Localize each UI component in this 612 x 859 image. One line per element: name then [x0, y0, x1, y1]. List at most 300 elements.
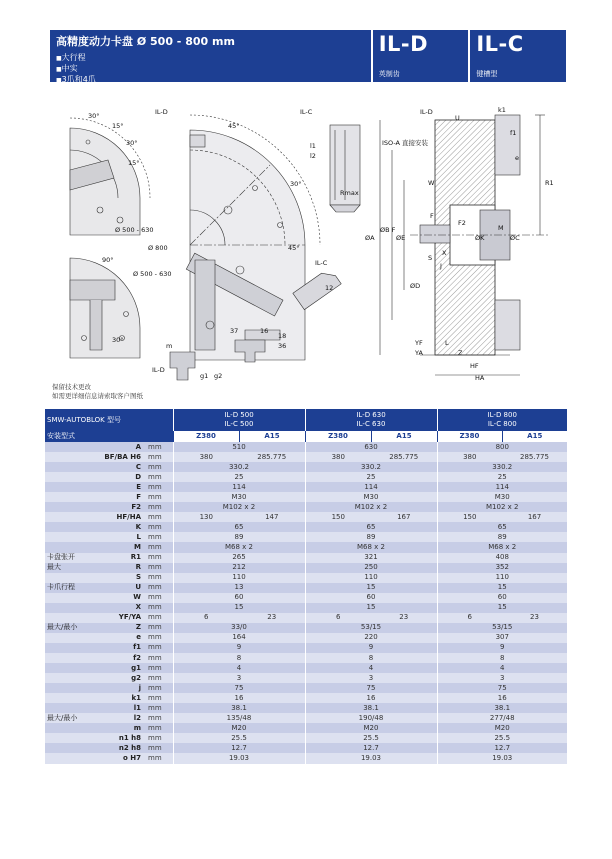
cell-value: 265	[173, 553, 305, 563]
cell-value: 167	[502, 512, 567, 522]
row-label	[45, 502, 101, 512]
row-unit: mm	[145, 633, 173, 643]
cell-value: 9	[173, 643, 305, 653]
dim-label: Ø 500 - 630	[115, 226, 154, 234]
dim-label: ØB F	[380, 226, 396, 234]
cell-value: 33/0	[173, 623, 305, 633]
table-row	[45, 462, 567, 472]
cell-value: 60	[305, 593, 437, 603]
dim-label: HA	[475, 374, 485, 382]
row-unit: mm	[145, 643, 173, 653]
cell-value: M20	[173, 723, 305, 733]
cell-value: 25	[437, 472, 567, 482]
cell-value: M20	[305, 723, 437, 733]
row-unit: mm	[145, 723, 173, 733]
table-row	[45, 743, 567, 753]
dim-label: M	[498, 224, 504, 232]
cell-value: 630	[305, 442, 437, 452]
dim-label: ØA	[365, 234, 375, 242]
feature-item: ■ 中实	[56, 64, 365, 75]
table-row	[45, 643, 567, 653]
cell-value: 150	[305, 512, 371, 522]
row-symbol: o H7	[101, 753, 145, 763]
row-label	[45, 643, 101, 653]
dim-label: g2	[214, 372, 223, 380]
row-label	[45, 723, 101, 733]
row-unit: mm	[145, 482, 173, 492]
dim-label: U	[455, 114, 460, 122]
cell-value: 510	[173, 442, 305, 452]
cell-value: M102 x 2	[173, 502, 305, 512]
cell-value: 15	[437, 583, 567, 593]
row-symbol: D	[101, 472, 145, 482]
cell-value: 110	[305, 573, 437, 583]
table-row	[45, 442, 567, 452]
cell-value: 12.7	[305, 743, 437, 753]
row-symbol: BF/BA H6	[101, 452, 145, 462]
cell-value: M68 x 2	[437, 542, 567, 552]
dim-label: ØC	[510, 234, 520, 242]
table-row	[45, 522, 567, 532]
cell-value: 285.775	[502, 452, 567, 462]
table-row	[45, 663, 567, 673]
callout-label: ISO-A 直接安装	[382, 139, 429, 147]
row-symbol: A	[101, 442, 145, 452]
mount-type: A15	[502, 431, 567, 442]
cell-value: M102 x 2	[305, 502, 437, 512]
cell-value: M68 x 2	[305, 542, 437, 552]
table-row	[45, 683, 567, 693]
cell-value: 19.03	[305, 753, 437, 763]
dim-label: e	[515, 154, 519, 162]
dim-label: ØK	[475, 234, 485, 242]
table-subheader-row	[45, 431, 567, 442]
cell-value: 212	[173, 563, 305, 573]
table-row	[45, 613, 567, 623]
cell-value: 16	[437, 693, 567, 703]
row-unit: mm	[145, 683, 173, 693]
row-label	[45, 472, 101, 482]
row-unit: mm	[145, 462, 173, 472]
row-symbol: M	[101, 542, 145, 552]
cell-value: 65	[437, 522, 567, 532]
dim-label: g1	[200, 372, 209, 380]
variant-ilc	[470, 30, 566, 82]
cell-value: 277/48	[437, 713, 567, 723]
technical-drawings	[40, 90, 570, 390]
cell-value: 75	[437, 683, 567, 693]
cell-value: 352	[437, 563, 567, 573]
mount-label: 安装型式	[45, 431, 173, 442]
cell-value: 23	[371, 613, 437, 623]
row-unit: mm	[145, 713, 173, 723]
dim-label: 15°	[128, 159, 140, 167]
row-label	[45, 442, 101, 452]
cell-value: 321	[305, 553, 437, 563]
row-symbol: W	[101, 593, 145, 603]
cell-value: 164	[173, 633, 305, 643]
chuck-drawing	[40, 90, 570, 390]
cell-value: 60	[437, 593, 567, 603]
row-label	[45, 452, 101, 462]
cell-value: 53/15	[437, 623, 567, 633]
row-label	[45, 492, 101, 502]
row-symbol: K	[101, 522, 145, 532]
cell-value: 16	[305, 693, 437, 703]
row-label	[45, 603, 101, 613]
row-label	[45, 512, 101, 522]
dim-label: 30°	[88, 112, 100, 120]
table-header-row	[45, 409, 567, 431]
variant-ild	[373, 30, 469, 82]
callout-label: IL-D	[152, 366, 165, 374]
header-banner	[50, 30, 566, 82]
table-row	[45, 553, 567, 563]
dim-label: ØD	[410, 282, 421, 290]
row-symbol: C	[101, 462, 145, 472]
dim-label: S	[428, 254, 433, 262]
table-row	[45, 733, 567, 743]
cell-value: 8	[305, 653, 437, 663]
cell-value: 25	[173, 472, 305, 482]
row-symbol: m	[101, 723, 145, 733]
cell-value: 60	[173, 593, 305, 603]
row-symbol: R	[101, 563, 145, 573]
cell-value: 6	[437, 613, 502, 623]
callout-label: IL-C	[300, 108, 313, 116]
dim-label: Rmax	[340, 189, 359, 197]
row-unit: mm	[145, 563, 173, 573]
dim-label: 30°	[126, 139, 138, 147]
cell-value: 75	[305, 683, 437, 693]
row-symbol: g1	[101, 663, 145, 673]
cell-value: 12.7	[173, 743, 305, 753]
row-unit: mm	[145, 593, 173, 603]
table-row	[45, 472, 567, 482]
row-label: 最大/最小	[45, 623, 101, 633]
cell-value: 114	[173, 482, 305, 492]
cell-value: 800	[437, 442, 567, 452]
row-unit: mm	[145, 743, 173, 753]
table-row	[45, 593, 567, 603]
row-label: 最大/最小	[45, 713, 101, 723]
dim-label: 36	[278, 342, 287, 350]
dim-label: k1	[498, 106, 506, 114]
note-line: 保留技术更改	[52, 383, 91, 391]
row-symbol: R1	[101, 553, 145, 563]
row-unit: mm	[145, 532, 173, 542]
row-symbol: e	[101, 633, 145, 643]
row-unit: mm	[145, 623, 173, 633]
row-symbol: l2	[101, 713, 145, 723]
row-label: 最大	[45, 563, 101, 573]
cell-value: 9	[305, 643, 437, 653]
cell-value: 19.03	[173, 753, 305, 763]
cell-value: 38.1	[437, 703, 567, 713]
table-row	[45, 542, 567, 552]
row-label	[45, 683, 101, 693]
row-symbol: n2 h8	[101, 743, 145, 753]
row-unit: mm	[145, 472, 173, 482]
feature-list	[56, 53, 365, 86]
cell-value: 4	[173, 663, 305, 673]
cell-value: 130	[173, 512, 239, 522]
row-unit: mm	[145, 703, 173, 713]
cell-value: 408	[437, 553, 567, 563]
row-symbol: g2	[101, 673, 145, 683]
table-row	[45, 563, 567, 573]
cell-value: 4	[437, 663, 567, 673]
feature-item: ■ 大行程	[56, 53, 365, 64]
row-unit: mm	[145, 522, 173, 532]
variant-subtitle: 键槽型	[476, 70, 498, 78]
row-symbol: f2	[101, 653, 145, 663]
row-unit: mm	[145, 492, 173, 502]
brand-label: SMW-AUTOBLOK 型号	[45, 409, 173, 431]
cell-value: 8	[173, 653, 305, 663]
row-label: 卡盘张开	[45, 553, 101, 563]
row-label	[45, 633, 101, 643]
variant-code: IL-C	[476, 32, 524, 56]
cell-value: 114	[305, 482, 437, 492]
row-label	[45, 593, 101, 603]
table-row	[45, 653, 567, 663]
variant-code: IL-D	[378, 32, 429, 56]
dim-label: YA	[415, 349, 423, 357]
cell-value: 25	[305, 472, 437, 482]
cell-value: 3	[305, 673, 437, 683]
table-row	[45, 492, 567, 502]
dim-label: F2	[458, 219, 466, 227]
cell-value: 16	[173, 693, 305, 703]
cell-value: 65	[305, 522, 437, 532]
page-title: 高精度动力卡盘 Ø 500 - 800 mm	[56, 35, 235, 48]
cell-value: 19.03	[437, 753, 567, 763]
table-row	[45, 693, 567, 703]
cell-value: 167	[371, 512, 437, 522]
table-row	[45, 713, 567, 723]
row-symbol: j	[101, 683, 145, 693]
row-unit: mm	[145, 442, 173, 452]
cell-value: 25.5	[305, 733, 437, 743]
row-label	[45, 522, 101, 532]
cell-value: 380	[173, 452, 239, 462]
row-symbol: YF/YA	[101, 613, 145, 623]
dim-label: 30°	[112, 336, 124, 344]
row-symbol: X	[101, 603, 145, 613]
row-symbol: L	[101, 532, 145, 542]
row-unit: mm	[145, 733, 173, 743]
row-unit: mm	[145, 613, 173, 623]
row-unit: mm	[145, 693, 173, 703]
dim-label: 45°	[228, 122, 240, 130]
table-row	[45, 703, 567, 713]
cell-value: M30	[305, 492, 437, 502]
row-label	[45, 733, 101, 743]
cell-value: 15	[173, 603, 305, 613]
row-label	[45, 532, 101, 542]
cell-value: M30	[437, 492, 567, 502]
mount-type: Z380	[437, 431, 502, 442]
row-symbol: U	[101, 583, 145, 593]
dim-label: 37	[230, 327, 239, 335]
row-label	[45, 753, 101, 763]
row-label	[45, 462, 101, 472]
model-header: IL-D 630 IL-C 630	[305, 409, 437, 431]
cell-value: 15	[305, 583, 437, 593]
cell-value: 330.2	[437, 462, 567, 472]
row-unit: mm	[145, 673, 173, 683]
row-symbol: k1	[101, 693, 145, 703]
dim-label: 12	[325, 284, 334, 292]
dim-label: F	[430, 212, 434, 220]
cell-value: 23	[502, 613, 567, 623]
dim-label: HF	[470, 362, 479, 370]
table-row	[45, 512, 567, 522]
dim-label: ØE	[396, 234, 406, 242]
row-symbol: E	[101, 482, 145, 492]
row-label	[45, 673, 101, 683]
cell-value: 9	[437, 643, 567, 653]
cell-value: 89	[437, 532, 567, 542]
row-unit: mm	[145, 512, 173, 522]
row-label	[45, 613, 101, 623]
row-symbol: f1	[101, 643, 145, 653]
dim-label: X	[442, 249, 447, 257]
dim-label: 90°	[102, 256, 114, 264]
cell-value: 25.5	[173, 733, 305, 743]
dim-label: W	[428, 179, 435, 187]
row-unit: mm	[145, 583, 173, 593]
cell-value: 65	[173, 522, 305, 532]
cell-value: 110	[173, 573, 305, 583]
callout-label: IL-C	[315, 259, 328, 267]
dim-label: m	[166, 342, 173, 350]
cell-value: 38.1	[305, 703, 437, 713]
row-label	[45, 693, 101, 703]
mount-type: Z380	[173, 431, 239, 442]
row-label	[45, 663, 101, 673]
dim-label: 30°	[290, 180, 302, 188]
dim-label: f1	[510, 129, 517, 137]
dim-label: J	[440, 262, 442, 270]
cell-value: 150	[437, 512, 502, 522]
row-label	[45, 743, 101, 753]
cell-value: 190/48	[305, 713, 437, 723]
row-label	[45, 482, 101, 492]
row-symbol: n1 h8	[101, 733, 145, 743]
mount-type: A15	[371, 431, 437, 442]
row-symbol: S	[101, 573, 145, 583]
row-symbol: Z	[101, 623, 145, 633]
model-header: IL-D 500 IL-C 500	[173, 409, 305, 431]
cell-value: 15	[437, 603, 567, 613]
cell-value: 13	[173, 583, 305, 593]
table-row	[45, 673, 567, 683]
table-row	[45, 723, 567, 733]
cell-value: 23	[239, 613, 305, 623]
dim-label: Ø 800	[148, 244, 168, 252]
dim-label: l1	[310, 142, 316, 150]
dim-label: 18	[278, 332, 287, 340]
cell-value: 330.2	[173, 462, 305, 472]
cell-value: 3	[173, 673, 305, 683]
table-row	[45, 532, 567, 542]
cell-value: 380	[305, 452, 371, 462]
row-label	[45, 542, 101, 552]
table-row	[45, 452, 567, 462]
cell-value: 285.775	[371, 452, 437, 462]
cell-value: 8	[437, 653, 567, 663]
cell-value: 147	[239, 512, 305, 522]
cell-value: 6	[305, 613, 371, 623]
cell-value: 330.2	[305, 462, 437, 472]
row-unit: mm	[145, 573, 173, 583]
cell-value: 114	[437, 482, 567, 492]
dim-label: R1	[545, 179, 554, 187]
feature-item: ■ 3爪和4爪	[56, 75, 365, 86]
header-main	[50, 30, 371, 82]
mount-type: Z380	[305, 431, 371, 442]
table-row	[45, 633, 567, 643]
row-symbol: F2	[101, 502, 145, 512]
cell-value: 12.7	[437, 743, 567, 753]
dim-label: Z	[458, 349, 463, 357]
dim-label: 15°	[112, 122, 124, 130]
disclaimer-note	[52, 383, 143, 401]
row-symbol: F	[101, 492, 145, 502]
table-row	[45, 502, 567, 512]
mount-type: A15	[239, 431, 305, 442]
cell-value: 38.1	[173, 703, 305, 713]
table-row	[45, 573, 567, 583]
row-unit: mm	[145, 753, 173, 763]
row-unit: mm	[145, 603, 173, 613]
row-symbol: HF/HA	[101, 512, 145, 522]
row-unit: mm	[145, 553, 173, 563]
table-row	[45, 623, 567, 633]
row-unit: mm	[145, 502, 173, 512]
row-unit: mm	[145, 653, 173, 663]
cell-value: 135/48	[173, 713, 305, 723]
table-row	[45, 753, 567, 763]
table-row	[45, 482, 567, 492]
dim-label: L	[445, 339, 449, 347]
row-label	[45, 573, 101, 583]
cell-value: 89	[305, 532, 437, 542]
cell-value: 220	[305, 633, 437, 643]
dim-label: 45°	[288, 244, 300, 252]
cell-value: 380	[437, 452, 502, 462]
spec-table	[45, 409, 567, 764]
row-label: 卡爪行程	[45, 583, 101, 593]
variant-subtitle: 英制齿	[378, 70, 400, 78]
cell-value: M20	[437, 723, 567, 733]
row-unit: mm	[145, 452, 173, 462]
row-unit: mm	[145, 663, 173, 673]
cell-value: 110	[437, 573, 567, 583]
dim-label: Ø 500 - 630	[133, 270, 172, 278]
row-label	[45, 653, 101, 663]
table-row	[45, 603, 567, 613]
cell-value: M30	[173, 492, 305, 502]
cell-value: 285.775	[239, 452, 305, 462]
note-line: 如需更详细信息请索取客户图纸	[52, 392, 143, 400]
callout-label: IL-D	[155, 108, 168, 116]
cell-value: M102 x 2	[437, 502, 567, 512]
cell-value: 15	[305, 603, 437, 613]
cell-value: 53/15	[305, 623, 437, 633]
